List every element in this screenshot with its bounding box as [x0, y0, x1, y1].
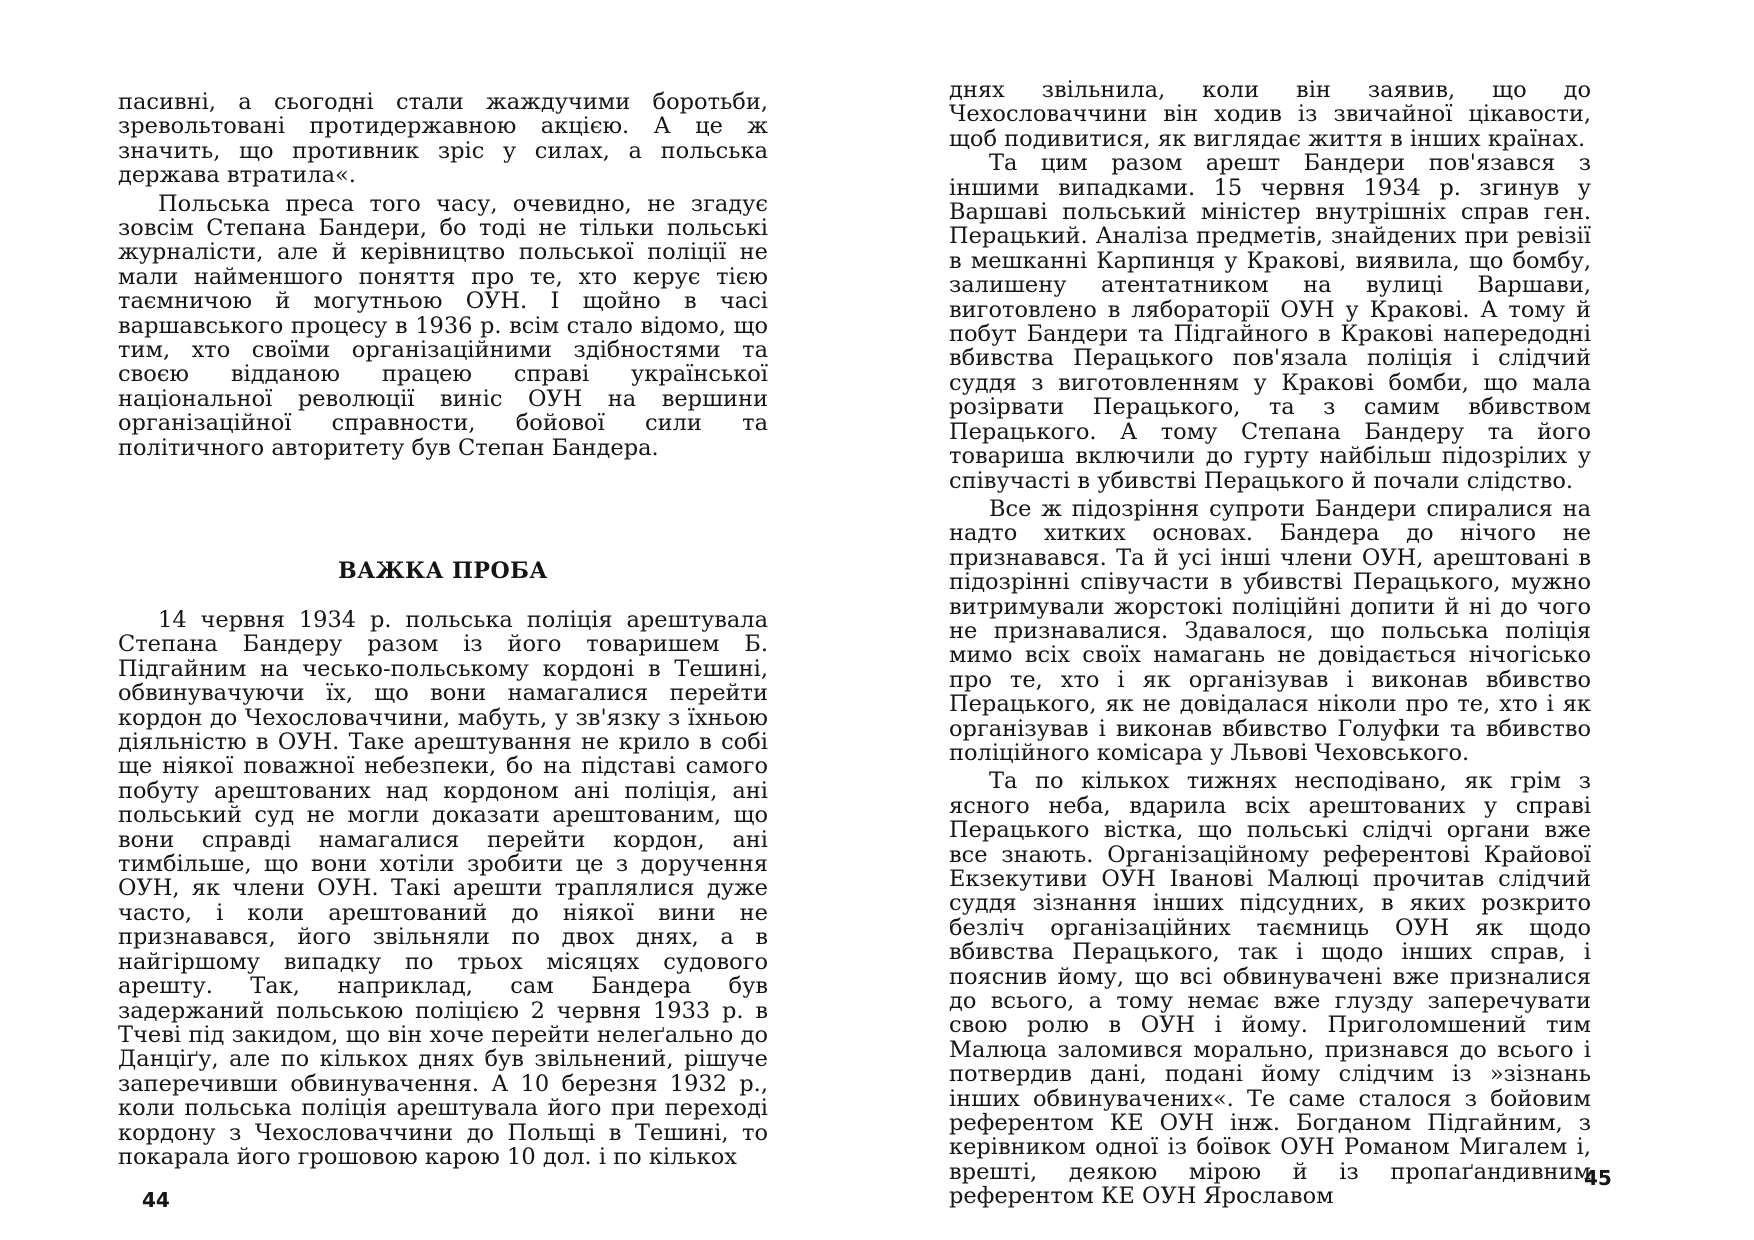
paragraph: пасивні, а сьогодні стали жаждучими боротьби, зревольтовані протидержавною акцією. А це ж значить, що противник зріс у силах, а польська держава втратила«.	[118, 89, 768, 189]
paragraph: днях звільнила, коли він заявив, що до Чехословаччини він ходив із звичайної цікавости, щоб подивитися, як виглядає життя в інших країнах.	[949, 77, 1591, 152]
paragraph: Та по кількох тижнях несподівано, як грім з ясного неба, вдарила всіх арештованих у справі Перацького вістка, що польські слідчі органи вже все знають. Організаційному референтові Крайової Екзекутиви ОУН Іванові Малюці прочитав слідчий суддя зізнання інших підсудних, в яких розкрито безліч організаційних таємниць ОУН як щодо вбивства Перацького, так і щодо інших справ, і пояснив йому, що всі обвинувачені вже призналися до всього, а тому немає вже глузду заперечувати свою ролю в ОУН і йому. Приголомшений тим Малюца заломився морально, признався до всього і потвердив дані, подані йому слідчим із »зізнань інших обвинувачених«. Те саме сталося з бойовим референтом КЕ ОУН інж. Богданом Підгайним, з керівником одної із боївок ОУН Романом Мигалем і, врешті, деякою мірою й із пропаґандивним референтом КЕ ОУН Ярославом	[949, 768, 1591, 1210]
page-number: 45	[1584, 1166, 1612, 1190]
paragraph: 14 червня 1934 р. польська поліція арештувала Степана Бандеру разом із його товаришем Б. Підгайним на чесько-польському кордоні в Тешині, обвинувачуючи їх, що вони намагалися перейти кордон до Чехословаччини, мабуть, у зв'язку з їхньою діяльністю в ОУН. Таке арештування не крило в собі ще ніякої поважної небезпеки, бо на підставі самого побуту арештованих над кордоном ані поліція, ані польський суд не могли доказати арештованим, що вони справді намагалися перейти кордон, ані тимбільше, що вони хотіли зробити це з доручення ОУН, як члени ОУН. Такі арешти траплялися дуже часто, і коли арештований до ніякої вини не признавався, його звільняли по двох днях, а в найгіршому випадку по трьох місяцях судового арешту. Так, наприклад, сам Бандера був задержаний польською поліцією 2 червня 1933 р. в Тчеві під закидом, що він хоче перейти нелеґально до Данціґу, але по кількох днях був звільнений, рішуче заперечивши обвинувачення. А 10 березня 1932 р., коли польська поліція арештувала його при переході кордону з Чехословаччини до Польщі в Тешині, то покарала його грошовою карою 10 дол. і по кількох	[118, 607, 768, 1170]
paragraph: Польська преса того часу, очевидно, не згадує зовсім Степана Бандери, бо тоді не тільки польські журналісти, але й керівництво польської поліції не мали найменшого поняття про те, хто керує тією таємничою й могутньою ОУН. І щойно в часі варшавського процесу в 1936 р. всім стало відомо, що тим, хто своїми організаційними здібностями та своєю відданою працею справі української національної революції виніс ОУН на вершини організаційної справности, бойової сили та політичного авторитету був Степан Бандера.	[118, 190, 768, 461]
page-number: 44	[142, 1188, 170, 1212]
right-page-text	[949, 78, 1591, 1209]
paragraph: Та цим разом арешт Бандери пов'язався з іншими випадками. 15 червня 1934 р. згинув у Варшаві польський міністер внутрішніх справ ген. Перацький. Аналіза предметів, знайдених при ревізії в мешканні Карпинця у Кракові, виявила, що бомбу, залишену атентатником на вулиці Варшави, виготовлено в лябораторії ОУН у Кракові. А тому й побут Бандери та Підгайного в Кракові напередодні вбивства Перацького пов'язала поліція і слідчий суддя з виготовленням у Кракові бомби, що мала розірвати Перацького, та з самим вбивством Перацького. А тому Степана Бандеру та його товариша включили до гурту найбільш підозрілих у співучасті в убивстві Перацького й почали слідство.	[949, 150, 1591, 494]
left-page-bottom-text	[118, 608, 768, 1169]
left-page-top-text	[118, 90, 768, 460]
chapter-heading: ВАЖКА ПРОБА	[338, 558, 548, 584]
paragraph: Все ж підозріння супроти Бандери спиралися на надто хитких основах. Бандера до нічого не признавався. Та й усі інші члени ОУН, арештовані в підозрінні співучасти в убивстві Перацького, мужно витримували жорстокі поліційні допити й ні до чого не признавалися. Здавалося, що польська поліція мимо всіх своїх намагань не довідається нічогісько про те, хто і як організував і виконав вбивство Перацького, як не довідалася ніколи про те, хто і як організував і виконав вбивство Голуфки та вбивство поліційного комісара у Львові Чеховського.	[949, 495, 1591, 766]
right-page	[877, 0, 1754, 1240]
